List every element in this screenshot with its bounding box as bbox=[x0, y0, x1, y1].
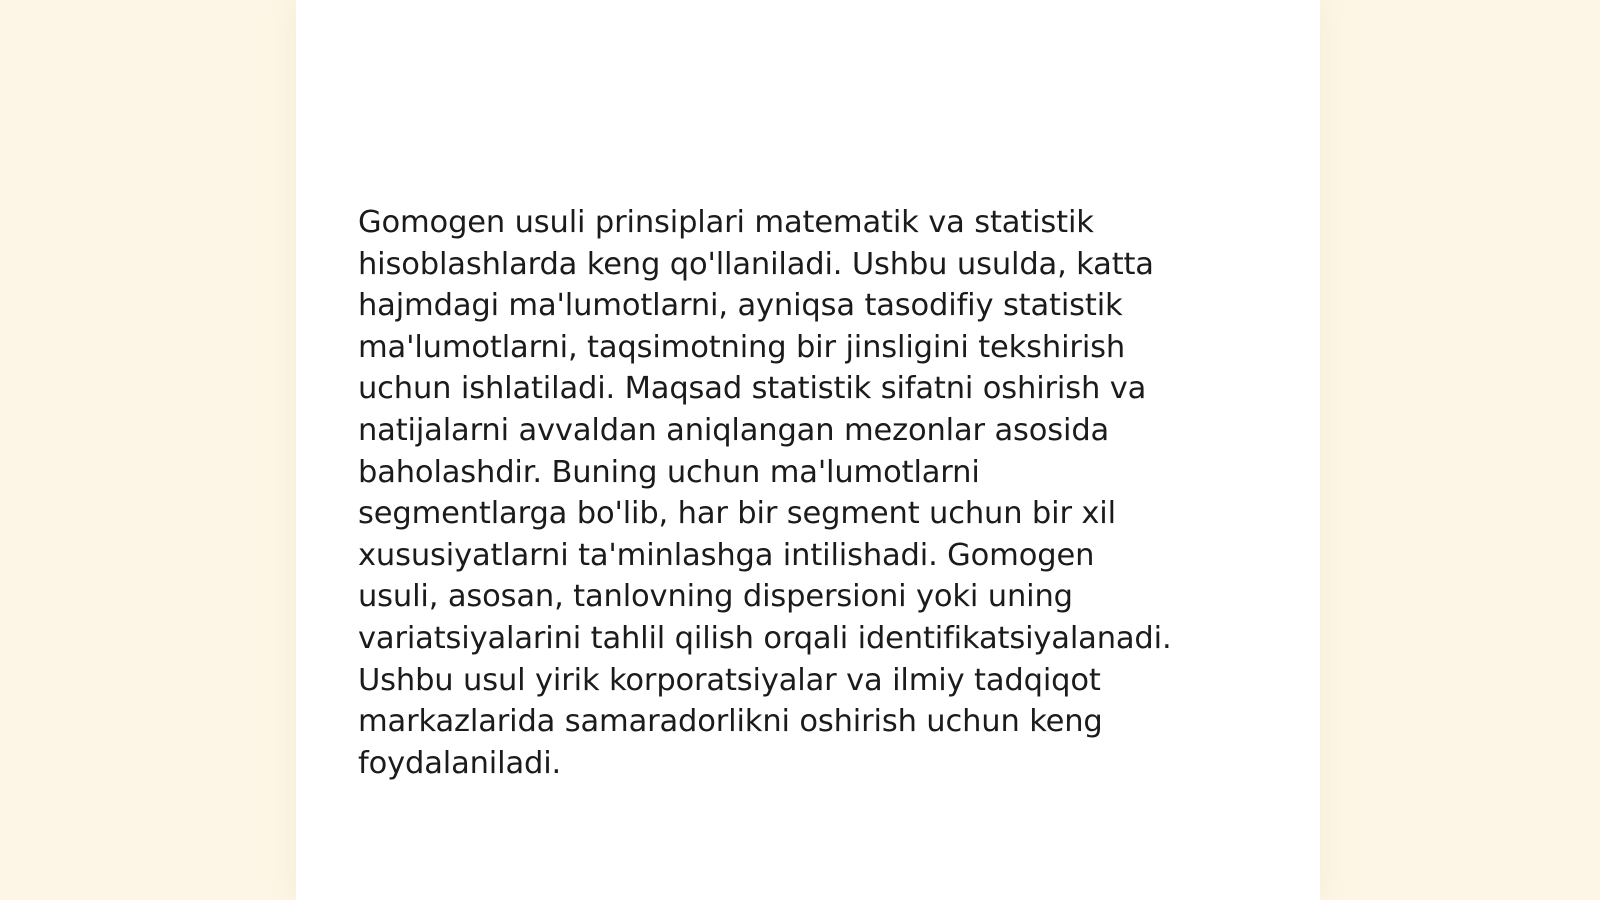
paragraph-line: hajmdagi ma'lumotlarni, ayniqsa tasodifiy statistik bbox=[358, 288, 1123, 324]
paragraph-line: hisoblashlarda keng qo'llaniladi. Ushbu usulda, katta bbox=[358, 246, 1154, 282]
paragraph-line: usuli, asosan, tanlovning dispersioni yoki uning bbox=[358, 579, 1073, 615]
paragraph-line: ma'lumotlarni, taqsimotning bir jinsligini tekshirish bbox=[358, 329, 1126, 365]
paragraph-line: foydalaniladi. bbox=[358, 745, 562, 781]
paragraph-line: segmentlarga bo'lib, har bir segment uchun bir xil bbox=[358, 496, 1116, 532]
paragraph-line: Gomogen usuli prinsiplari matematik va statistik bbox=[358, 205, 1094, 240]
paragraph-line: markazlarida samaradorlikni oshirish uchun keng bbox=[358, 704, 1103, 740]
paragraph-line: natijalarni avvaldan aniqlangan mezonlar asosida bbox=[358, 412, 1110, 448]
paragraph-line: xususiyatlarni ta'minlashga intilishadi. Gomogen bbox=[358, 537, 1095, 573]
paragraph-line: uchun ishlatiladi. Maqsad statistik sifatni oshirish va bbox=[358, 371, 1147, 407]
paragraph-line: baholashdir. Buning uchun ma'lumotlarni bbox=[358, 454, 980, 490]
body-paragraph bbox=[358, 202, 1258, 784]
page-sheet bbox=[296, 0, 1320, 900]
paragraph-line: Ushbu usul yirik korporatsiyalar va ilmiy tadqiqot bbox=[358, 662, 1101, 698]
paragraph-line: variatsiyalarini tahlil qilish orqali identifikatsiyalanadi. bbox=[358, 620, 1172, 656]
